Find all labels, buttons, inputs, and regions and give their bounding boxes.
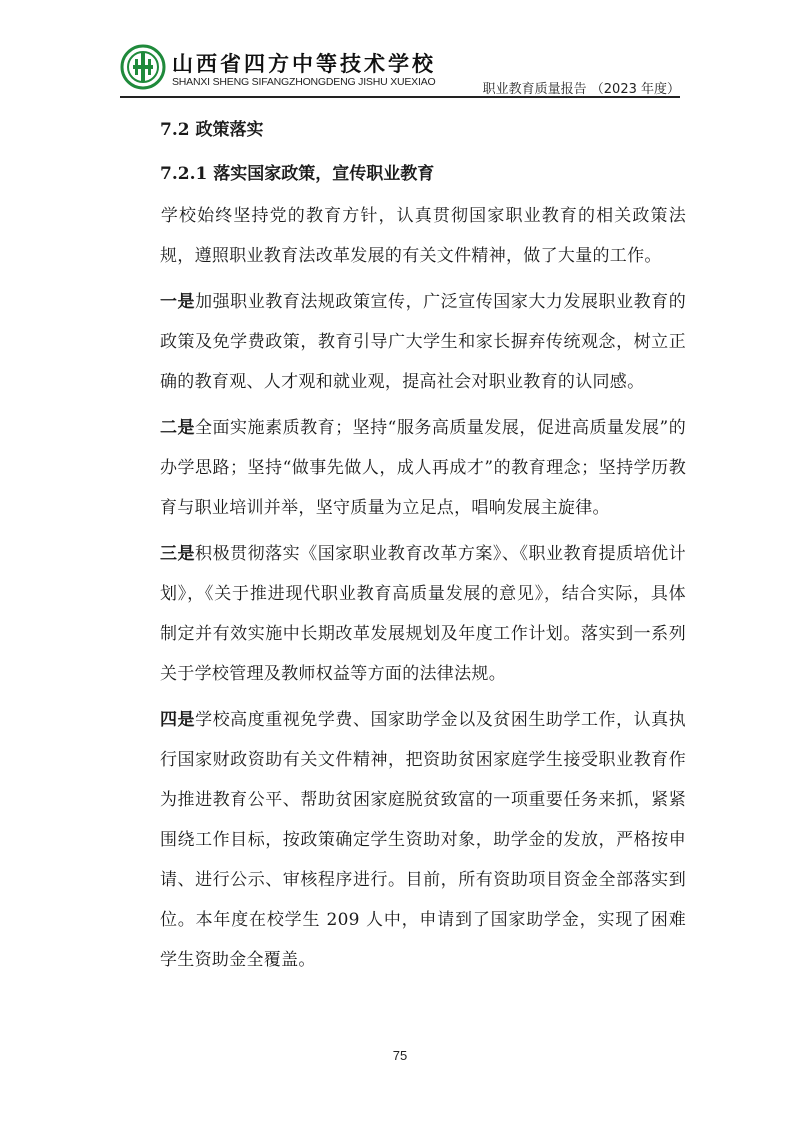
paragraph-2-text: 全面实施素质教育；坚持“服务高质量发展，促进高质量发展”的办学思路；坚持“做事先做人，成人再成才”的教育理念；坚持学历教育与职业培训并举，坚守质量为立足点，唱响发展主旋律。 [160,418,686,518]
page-number: 75 [392,1048,408,1063]
paragraph-4-lead: 四是 [160,710,196,730]
paragraph-1-text: 加强职业教育法规政策宣传，广泛宣传国家大力发展职业教育的政策及免学费政策，教育引导广大学生和家长摒弃传统观念，树立正确的教育观、人才观和就业观，提高社会对职业教育的认同感。 [160,292,686,392]
paragraph-intro-text: 学校始终坚持党的教育方针，认真贯彻国家职业教育的相关政策法规，遵照职业教育法改革发展的有关文件精神，做了大量的工作。 [160,206,686,266]
paragraph-4-text: 学校高度重视免学费、国家助学金以及贫困生助学工作，认真执行国家财政资助有关文件精神，把资助贫困家庭学生接受职业教育作为推进教育公平、帮助贫困家庭脱贫致富的一项重要任务来抓，紧紧围绕工作目标，按政策确定学生资助对象，助学金的发放，严格按申请、进行公示、审核程序进行。目前，所有资助项目资金全部落实到位。本年度在校学生 209 人中，申请到了国家助学金，实现了困难学生资助金全覆盖。 [160,710,686,970]
paragraph-1-lead: 一是 [160,292,196,312]
report-title: 职业教育质量报告 （2023 年度） [482,82,680,97]
paragraph-3-lead: 三是 [160,544,196,564]
header-rule [120,96,680,98]
paragraph-4 [160,700,686,980]
paragraph-3 [160,534,686,694]
page-header [0,0,800,100]
paragraph-intro [160,196,686,276]
page-body [160,108,686,986]
school-name-en: SHANXI SHENG SIFANGZHONGDENG JISHU XUEXIAO [172,76,436,88]
school-logo-icon [120,44,166,90]
subsection-heading: 7.2.1 落实国家政策，宣传职业教育 [160,164,435,184]
paragraph-2 [160,408,686,528]
paragraph-3-text: 积极贯彻落实《国家职业教育改革方案》、《职业教育提质培优计划》，《关于推进现代职业教育高质量发展的意见》，结合实际，具体制定并有效实施中长期改革发展规划及年度工作计划。落实到一系列关于学校管理及教师权益等方面的法律法规。 [160,544,686,684]
section-heading: 7.2 政策落实 [160,120,264,140]
paragraph-1 [160,282,686,402]
paragraph-2-lead: 二是 [160,418,196,438]
school-name-cn: 山西省四方中等技术学校 [172,52,436,76]
